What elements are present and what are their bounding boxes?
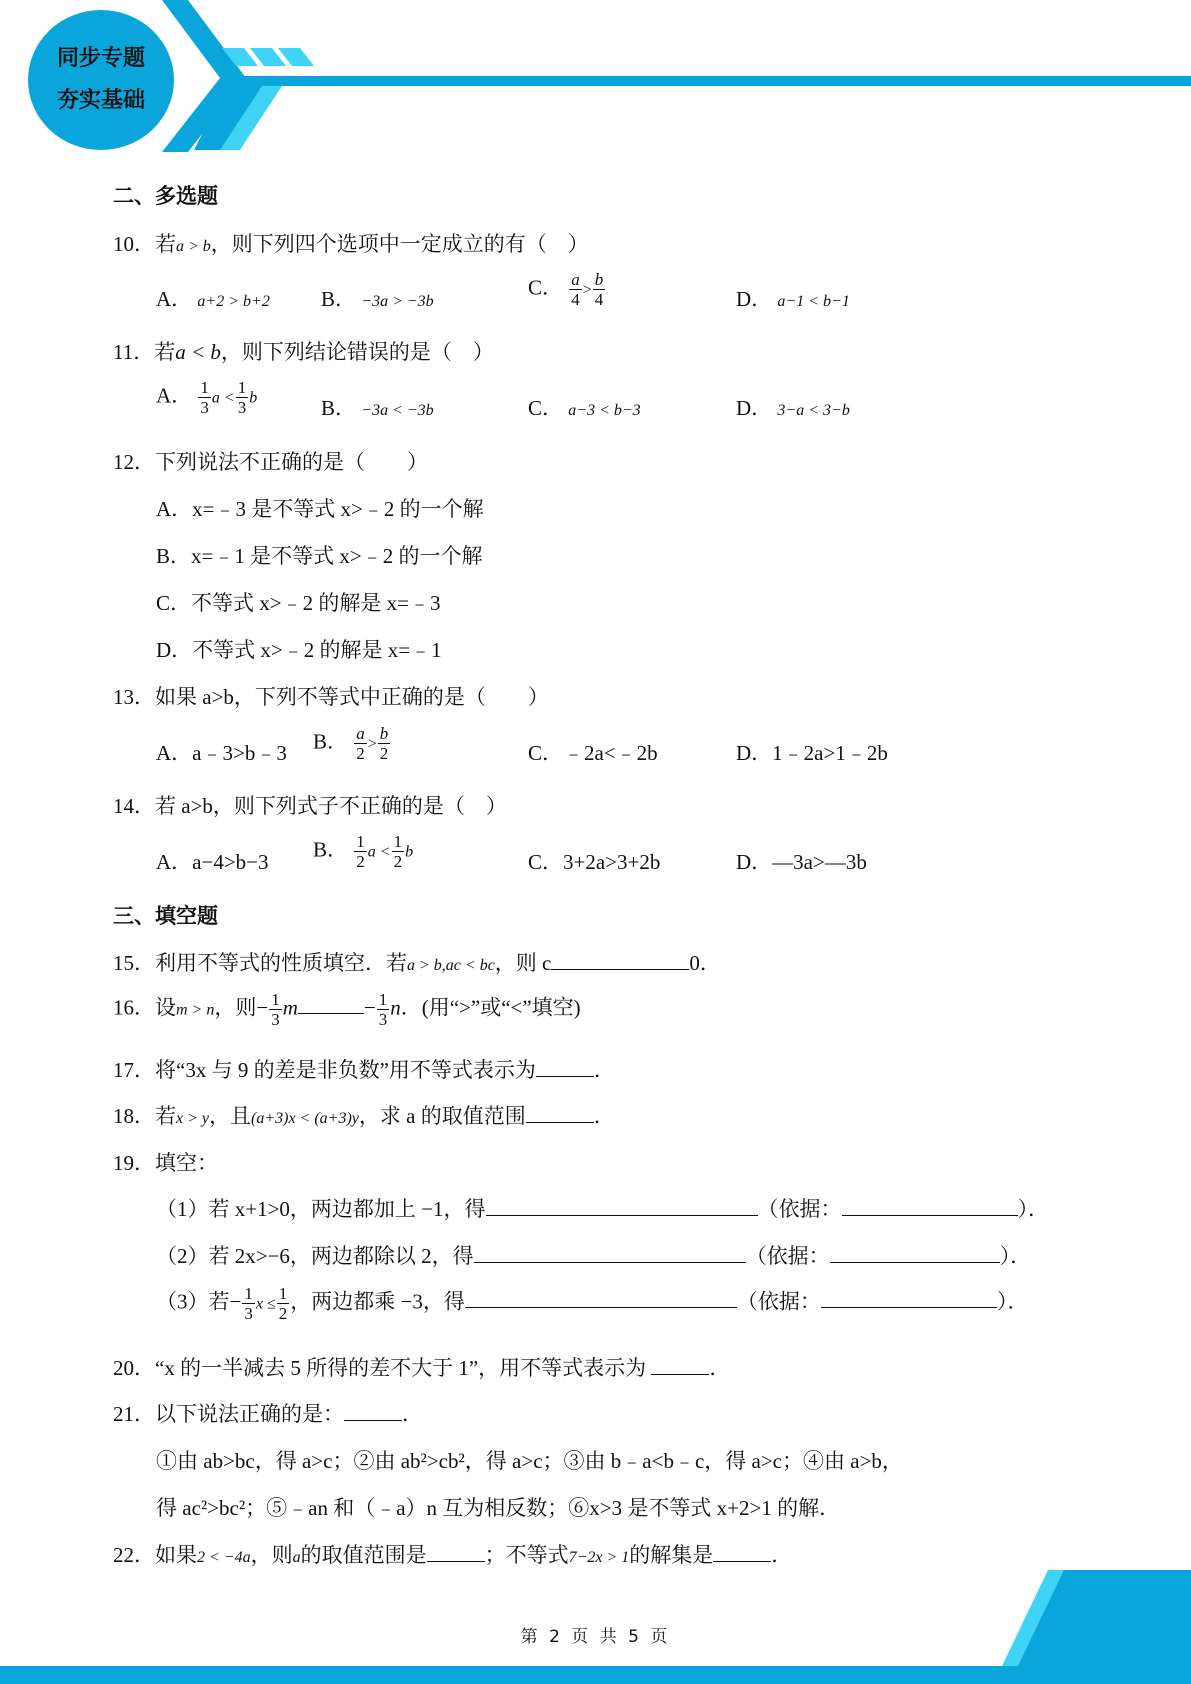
question-10 (113, 228, 589, 258)
question-18 (113, 1100, 615, 1130)
stem-text: ，则下列结论错误的是（ ） (220, 340, 494, 364)
stem-text: ，求 a 的取值范围 (358, 1104, 526, 1128)
option-b (321, 283, 434, 313)
option-d: D．—3a>—3b (736, 850, 867, 874)
fraction (377, 990, 390, 1029)
question-number: 13． (113, 685, 155, 709)
fraction (277, 1284, 290, 1323)
numerator: 1 (271, 990, 280, 1009)
math-expr: a < (211, 389, 235, 407)
option-b: B．x=﹣1 是不等式 x>﹣2 的一个解 (156, 544, 483, 568)
fraction (269, 990, 282, 1029)
basis-blank[interactable] (842, 1197, 1018, 1216)
option-d (736, 392, 850, 422)
page-number: 第 2 页 共 5 页 (520, 1627, 671, 1647)
math-expr: a−1 < b−1 (777, 293, 850, 310)
stem-text: ；不等式 (484, 1543, 569, 1567)
stem-text: ． (593, 1058, 615, 1082)
answer-blank[interactable] (344, 1402, 402, 1421)
denominator: 2 (393, 852, 403, 871)
question-11 (113, 336, 494, 366)
header-badge (28, 10, 174, 150)
question-12 (113, 446, 428, 476)
stem-text: ）． (999, 1244, 1032, 1268)
stem-text: ，且 (209, 1104, 251, 1128)
option-b (313, 832, 413, 871)
stem-text: （依据： (757, 1197, 842, 1221)
question-15 (113, 947, 721, 977)
question-number: 15． (113, 951, 155, 975)
question-21-line-2: 得 ac²>bc²；⑤﹣an 和（﹣a）n 互为相反数；⑥x>3 是不等式 x+2>1 的解． (156, 1496, 841, 1520)
question-22 (113, 1539, 792, 1569)
answer-blank[interactable] (486, 1197, 758, 1216)
stem-text: 若 (155, 232, 176, 256)
option-label: A． (156, 383, 193, 408)
stem-text: − (363, 995, 376, 1020)
option-label: B． (313, 729, 349, 754)
math-expr: m > n (176, 1001, 215, 1019)
stem-text: 若 (154, 340, 176, 364)
stem-text: 若 (155, 1104, 176, 1128)
stem-text: （依据： (736, 1289, 821, 1314)
stem-text: “x 的一半减去 5 所得的差不大于 1”，用不等式表示为 (155, 1356, 647, 1380)
section-title-multi: 二、多选题 (113, 184, 218, 208)
math-expr: (a+3)x < (a+3)y (251, 1110, 359, 1127)
numerator: a (571, 270, 580, 289)
stem-text: （1）若 x+1>0，两边都加上 −1，得 (156, 1197, 486, 1221)
stem-text: 0． (689, 951, 721, 975)
option-b (313, 724, 391, 763)
stem-text: 如果 a>b，下列不等式中正确的是（ ） (155, 685, 549, 709)
question-17 (113, 1054, 615, 1084)
stem-text: ，则− (214, 995, 269, 1020)
stem-text: （2）若 2x>−6，两边都除以 2，得 (156, 1244, 474, 1268)
question-number: 10． (113, 232, 155, 256)
stem-text: ）． (996, 1289, 1029, 1314)
option-label: B． (321, 396, 357, 420)
header-decoration (0, 0, 1191, 160)
denominator: 2 (356, 744, 365, 763)
question-16 (113, 990, 581, 1029)
answer-blank[interactable] (427, 1543, 485, 1562)
option-c: C．3+2a>3+2b (528, 850, 661, 874)
question-14 (113, 790, 507, 820)
denominator: 2 (278, 1304, 288, 1323)
stem-text: 的取值范围是 (300, 1543, 427, 1567)
fraction (392, 832, 405, 871)
stem-text: 以下说法正确的是： (155, 1402, 344, 1426)
math-expr: a (292, 1549, 301, 1566)
question-19-part-3 (156, 1284, 1028, 1323)
stem-text: （3）若− (156, 1289, 242, 1314)
badge-line-2: 夯实基础 (56, 88, 145, 113)
stem-text: 填空： (155, 1151, 218, 1175)
option-label: D． (736, 396, 773, 420)
stem-text: 下列说法不正确的是（ ） (155, 450, 428, 474)
badge-line-1: 同步专题 (56, 46, 145, 71)
section-title-fill: 三、填空题 (113, 904, 218, 928)
option-label: B． (321, 287, 357, 311)
stem-text: ． (709, 1356, 731, 1380)
question-number: 21． (113, 1402, 155, 1426)
answer-blank[interactable] (536, 1058, 594, 1077)
numerator: 1 (378, 990, 388, 1009)
fraction (242, 1284, 255, 1323)
option-c (528, 270, 606, 309)
stem-text: 将“3x 与 9 的差是非负数”用不等式表示为 (155, 1058, 536, 1082)
answer-blank[interactable] (551, 951, 689, 970)
stem-text: 如果 (155, 1543, 197, 1567)
math-expr: a < (367, 843, 391, 861)
denominator: 4 (594, 290, 604, 309)
question-13 (113, 681, 549, 711)
operator: > (582, 281, 592, 299)
denominator: 3 (271, 1010, 280, 1029)
stem-text: 利用不等式的性质填空．若 (155, 951, 407, 975)
stem-text: ，则下列四个选项中一定成立的有（ ） (210, 232, 589, 256)
stem-text: ，则 c (494, 951, 552, 975)
fraction (569, 270, 582, 309)
denominator: 3 (200, 398, 209, 417)
math-expr: 7−2x > 1 (568, 1549, 630, 1566)
question-number: 19． (113, 1151, 155, 1175)
math-expr: a+2 > b+2 (197, 293, 270, 310)
stem-text: ． (771, 1543, 793, 1567)
math-expr: x ≤ (255, 1295, 276, 1313)
numerator: 1 (393, 832, 403, 851)
basis-blank[interactable] (821, 1289, 997, 1308)
fraction (236, 378, 249, 417)
stem-text: ． (402, 1402, 423, 1426)
denominator: 2 (379, 744, 389, 763)
math-expr: a < b (175, 340, 221, 364)
numerator: 1 (237, 378, 247, 397)
stem-text: ，则 (250, 1543, 293, 1567)
question-21-line-1: ①由 ab>bc，得 a>c；②由 ab²>cb²，得 a>c；③由 b﹣a<b﹣c，得 a>c；④由 a>b， (156, 1449, 903, 1473)
numerator: b (594, 270, 604, 289)
question-number: 12． (113, 450, 155, 474)
option-d: D．1﹣2a>1﹣2b (736, 741, 888, 765)
option-a: A．x=﹣3 是不等式 x>﹣2 的一个解 (156, 497, 484, 521)
question-number: 17． (113, 1058, 155, 1082)
answer-blank[interactable] (713, 1543, 771, 1562)
numerator: 1 (200, 378, 209, 397)
math-expr: a > b (176, 238, 211, 255)
option-label: B． (313, 837, 349, 862)
option-b (321, 392, 434, 422)
math-expr: a−3 < b−3 (568, 402, 641, 419)
option-a: A．a﹣3>b﹣3 (156, 741, 287, 765)
fraction (593, 270, 606, 309)
stem-text: ．(用“>”或“<”填空) (400, 995, 581, 1020)
math-expr: −3a < −3b (361, 402, 434, 419)
stem-text: 设 (155, 995, 176, 1020)
option-label: C． (528, 275, 564, 300)
answer-blank[interactable] (465, 1289, 737, 1308)
math-expr: n (390, 995, 401, 1020)
question-number: 14． (113, 794, 155, 818)
question-number: 18． (113, 1104, 155, 1128)
option-c (528, 392, 641, 422)
question-number: 11． (113, 340, 155, 364)
denominator: 3 (378, 1010, 388, 1029)
math-expr: b (405, 843, 414, 861)
stem-text: ，两边都乘 −3，得 (290, 1289, 465, 1314)
question-19 (113, 1147, 218, 1177)
stem-text: （依据： (745, 1244, 830, 1268)
option-label: A． (156, 287, 193, 311)
math-expr: b (249, 389, 258, 407)
numerator: 1 (278, 1284, 288, 1303)
numerator: b (379, 724, 389, 743)
basis-blank[interactable] (830, 1244, 1000, 1263)
fraction (378, 724, 391, 763)
question-19-part-1 (156, 1193, 1049, 1223)
answer-blank[interactable] (474, 1244, 746, 1263)
option-label: C． (528, 396, 564, 420)
question-number: 22． (113, 1543, 155, 1567)
fraction (354, 724, 367, 763)
stem-text: ）． (1017, 1197, 1050, 1221)
answer-blank[interactable] (651, 1356, 709, 1375)
question-number: 16． (113, 995, 155, 1020)
stem-text: ． (593, 1104, 615, 1128)
question-20 (113, 1352, 730, 1382)
option-d: D．不等式 x>﹣2 的解是 x=﹣1 (156, 638, 442, 662)
option-a: A．a−4>b−3 (156, 850, 269, 874)
denominator: 4 (571, 290, 580, 309)
math-expr: 3−a < 3−b (777, 402, 850, 419)
stem-text: 的解集是 (629, 1543, 714, 1567)
math-expr: a > b,ac < bc (407, 957, 495, 974)
fraction (354, 832, 367, 871)
answer-blank[interactable] (526, 1104, 594, 1123)
option-a (156, 283, 270, 313)
numerator: a (356, 724, 365, 743)
question-21 (113, 1398, 423, 1428)
stem-text: 若 a>b，则下列式子不正确的是（ ） (155, 794, 507, 818)
option-d (736, 283, 850, 313)
option-a (156, 378, 257, 417)
option-c: C．不等式 x>﹣2 的解是 x=﹣3 (156, 591, 441, 615)
math-expr: m (282, 995, 298, 1020)
option-label: D． (736, 287, 773, 311)
question-19-part-2 (156, 1240, 1031, 1270)
math-expr: 2 < −4a (197, 1549, 251, 1566)
denominator: 3 (237, 398, 247, 417)
math-expr: x > y (176, 1110, 209, 1127)
operator: > (367, 735, 377, 753)
option-c: C．﹣2a<﹣2b (528, 741, 658, 765)
question-number: 20． (113, 1356, 155, 1380)
math-expr: −3a > −3b (361, 293, 434, 310)
denominator: 3 (244, 1304, 253, 1323)
numerator: 1 (244, 1284, 253, 1303)
fraction (198, 378, 211, 417)
denominator: 2 (356, 852, 365, 871)
numerator: 1 (356, 832, 365, 851)
answer-blank[interactable] (298, 995, 364, 1014)
